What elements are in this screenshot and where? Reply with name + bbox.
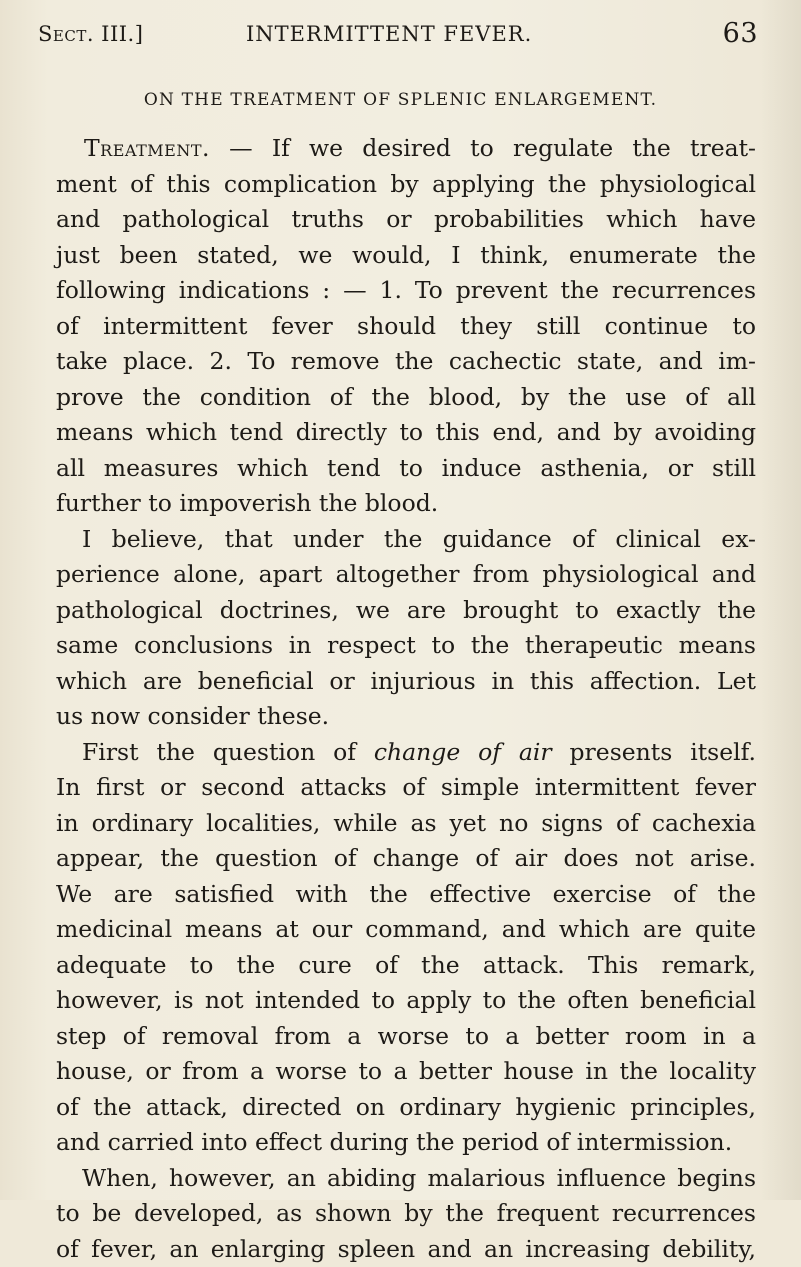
text-span: — If we desired to regulate the treat- <box>210 134 756 162</box>
running-head-title: INTERMITTENT FEVER. <box>246 22 532 46</box>
text-line: prove the condition of the blood, by the use of all <box>56 380 756 416</box>
text-line: all measures which tend to induce asthenia, or still <box>56 451 756 487</box>
text-line: When, however, an abiding malarious influence begins <box>56 1161 756 1197</box>
text-line <box>56 735 756 771</box>
text-line: ment of this complication by applying the physiological <box>56 167 756 203</box>
text-line: same conclusions in respect to the therapeutic means <box>56 628 756 664</box>
text-line: just been stated, we would, I think, enumerate the <box>56 238 756 274</box>
text-line: appear, the question of change of air does not arise. <box>56 841 756 877</box>
text-line: take place. 2. To remove the cachectic state, and im- <box>56 344 756 380</box>
text-line: house, or from a worse to a better house in the locality <box>56 1054 756 1090</box>
running-head-section: Sect. III.] <box>38 22 143 46</box>
text-line: of fever, an enlarging spleen and an increasing debility, <box>56 1232 756 1267</box>
text-line: In first or second attacks of simple intermittent fever <box>56 770 756 806</box>
page-number: 63 <box>723 18 758 49</box>
text-line: pathological doctrines, we are brought to exactly the <box>56 593 756 629</box>
text-line: step of removal from a worse to a better room in a <box>56 1019 756 1055</box>
text-line: of intermittent fever should they still continue to <box>56 309 756 345</box>
page-edge-shadow <box>761 0 801 1200</box>
text-line: and carried into effect during the period of intermission. <box>56 1125 756 1161</box>
text-span: presents itself. <box>552 738 756 766</box>
italic-phrase: change of air <box>374 738 552 766</box>
text-line: to be developed, as shown by the frequent recurrences <box>56 1196 756 1232</box>
text-line: perience alone, apart altogether from physiological and <box>56 557 756 593</box>
text-line: I believe, that under the guidance of clinical ex- <box>56 522 756 558</box>
body-text <box>56 131 756 1267</box>
text-line: medicinal means at our command, and which are quite <box>56 912 756 948</box>
text-line: us now consider these. <box>56 699 756 735</box>
lead-word: Treatment. <box>84 134 210 162</box>
text-line <box>56 131 756 167</box>
section-heading: ON THE TREATMENT OF SPLENIC ENLARGEMENT. <box>0 90 801 110</box>
text-line: adequate to the cure of the attack. This remark, <box>56 948 756 984</box>
running-head <box>38 22 758 52</box>
text-line: We are satisfied with the effective exercise of the <box>56 877 756 913</box>
text-line: and pathological truths or probabilities which have <box>56 202 756 238</box>
text-line: following indications : — 1. To prevent the recurrences <box>56 273 756 309</box>
text-span: First the question of <box>82 738 374 766</box>
text-line: of the attack, directed on ordinary hygienic principles, <box>56 1090 756 1126</box>
text-line: further to impoverish the blood. <box>56 486 756 522</box>
text-line: however, is not intended to apply to the often beneficial <box>56 983 756 1019</box>
text-line: in ordinary localities, while as yet no signs of cachexia <box>56 806 756 842</box>
text-line: which are beneficial or injurious in this affection. Let <box>56 664 756 700</box>
text-line: means which tend directly to this end, and by avoiding <box>56 415 756 451</box>
